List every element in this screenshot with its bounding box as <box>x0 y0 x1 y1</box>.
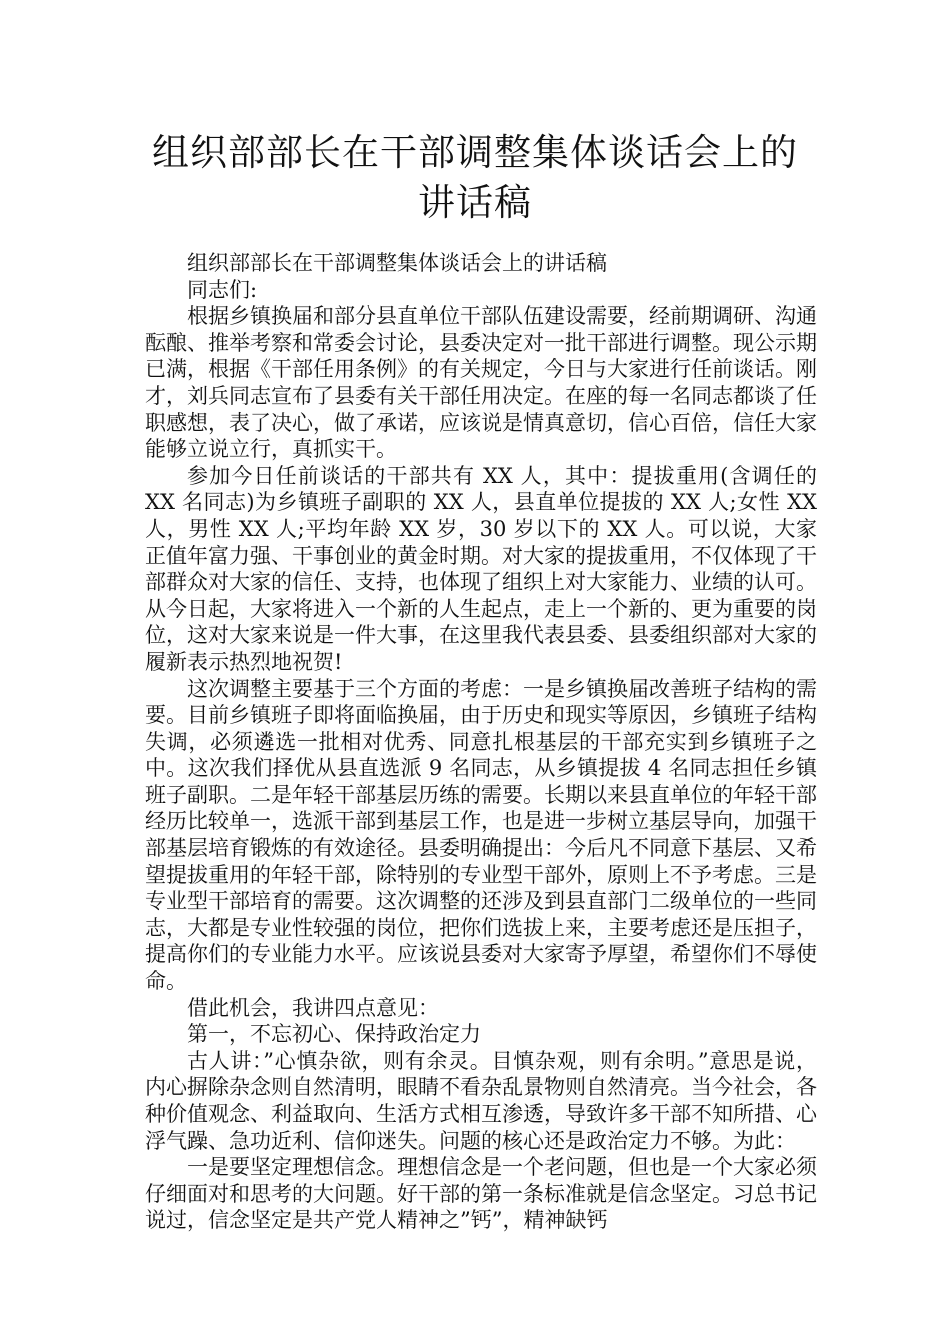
body-paragraph: 参加今日任前谈话的干部共有 XX 人，其中：提拔重用(含调任的 XX 名同志)为乡镇班子副职的 XX 人，县直单位提拔的 XX 人;女性 XX 人，男性 XX 人;平均年龄 XX 岁，30 岁以下的 XX 人。可以说，大家正值年富力强、干事创业的黄金时期。对大家的提拔重用，不仅体现了干部群众对大家的信任、支持，也体现了组织上对大家能力、业绩的认可。从今日起，大家将进入一个新的人生起点，走上一个新的、更为重要的岗位，这对大家来说是一件大事，在这里我代表县委、县委组织部对大家的履新表示热烈地祝贺! <box>145 463 817 674</box>
document-title: 组织部部长在干部调整集体谈话会上的讲话稿 <box>152 131 798 224</box>
body-paragraph-subtitle: 组织部部长在干部调整集体谈话会上的讲话稿 <box>187 251 607 275</box>
document-body <box>145 250 817 1234</box>
section-heading: 第一，不忘初心、保持政治定力 <box>187 1022 481 1047</box>
body-paragraph: 古人讲：”心慎杂欲，则有余灵。目慎杂观，则有余明。”意思是说，内心摒除杂念则自然清明，眼睛不看杂乱景物则自然清亮。当今社会，各种价值观念、利益取向、生活方式相互渗透，导致许多干部不知所措、心浮气躁、急功近利、信仰迷失。问题的核心还是政治定力不够。为此： <box>145 1048 817 1153</box>
body-paragraph-salutation: 同志们: <box>187 277 258 302</box>
body-paragraph: 根据乡镇换届和部分县直单位干部队伍建设需要，经前期调研、沟通酝酿、推举考察和常委会讨论，县委决定对一批干部进行调整。现公示期已满，根据《干部任用条例》的有关规定，今日与大家进行任前谈话。刚才，刘兵同志宣布了县委有关干部任用决定。在座的每一名同志都谈了任职感想，表了决心，做了承诺，应该说是情真意切，信心百倍，信任大家能够立说立行，真抓实干。 <box>145 304 817 462</box>
body-paragraph: 一是要坚定理想信念。理想信念是一个老问题，但也是一个大家必须仔细面对和思考的大问题。好干部的第一条标准就是信念坚定。习总书记说过，信念坚定是共产党人精神之”钙”，精神缺钙 <box>145 1155 817 1233</box>
body-paragraph: 借此机会，我讲四点意见： <box>187 995 439 1020</box>
body-paragraph: 这次调整主要基于三个方面的考虑：一是乡镇换届改善班子结构的需要。目前乡镇班子即将面临换届，由于历史和现实等原因，乡镇班子结构失调，必须遴选一批相对优秀、同意扎根基层的干部充实到乡镇班子之中。这次我们择优从县直选派 9 名同志，从乡镇提拔 4 名同志担任乡镇班子副职。二是年轻干部基层历练的需要。长期以来县直单位的年轻干部经历比较单一，选派干部到基层工作，也是进一步树立基层导向，加强干部基层培育锻炼的有效途径。县委明确提出：今后凡不同意下基层、又希望提拔重用的年轻干部，除特别的专业型干部外，原则上不予考虑。三是专业型干部培育的需要。这次调整的还涉及到县直部门二级单位的一些同志，大都是专业性较强的岗位，把你们选拔上来，主要考虑还是压担子，提高你们的专业能力水平。应该说县委对大家寄予厚望，希望你们不辱使命。 <box>145 676 817 994</box>
